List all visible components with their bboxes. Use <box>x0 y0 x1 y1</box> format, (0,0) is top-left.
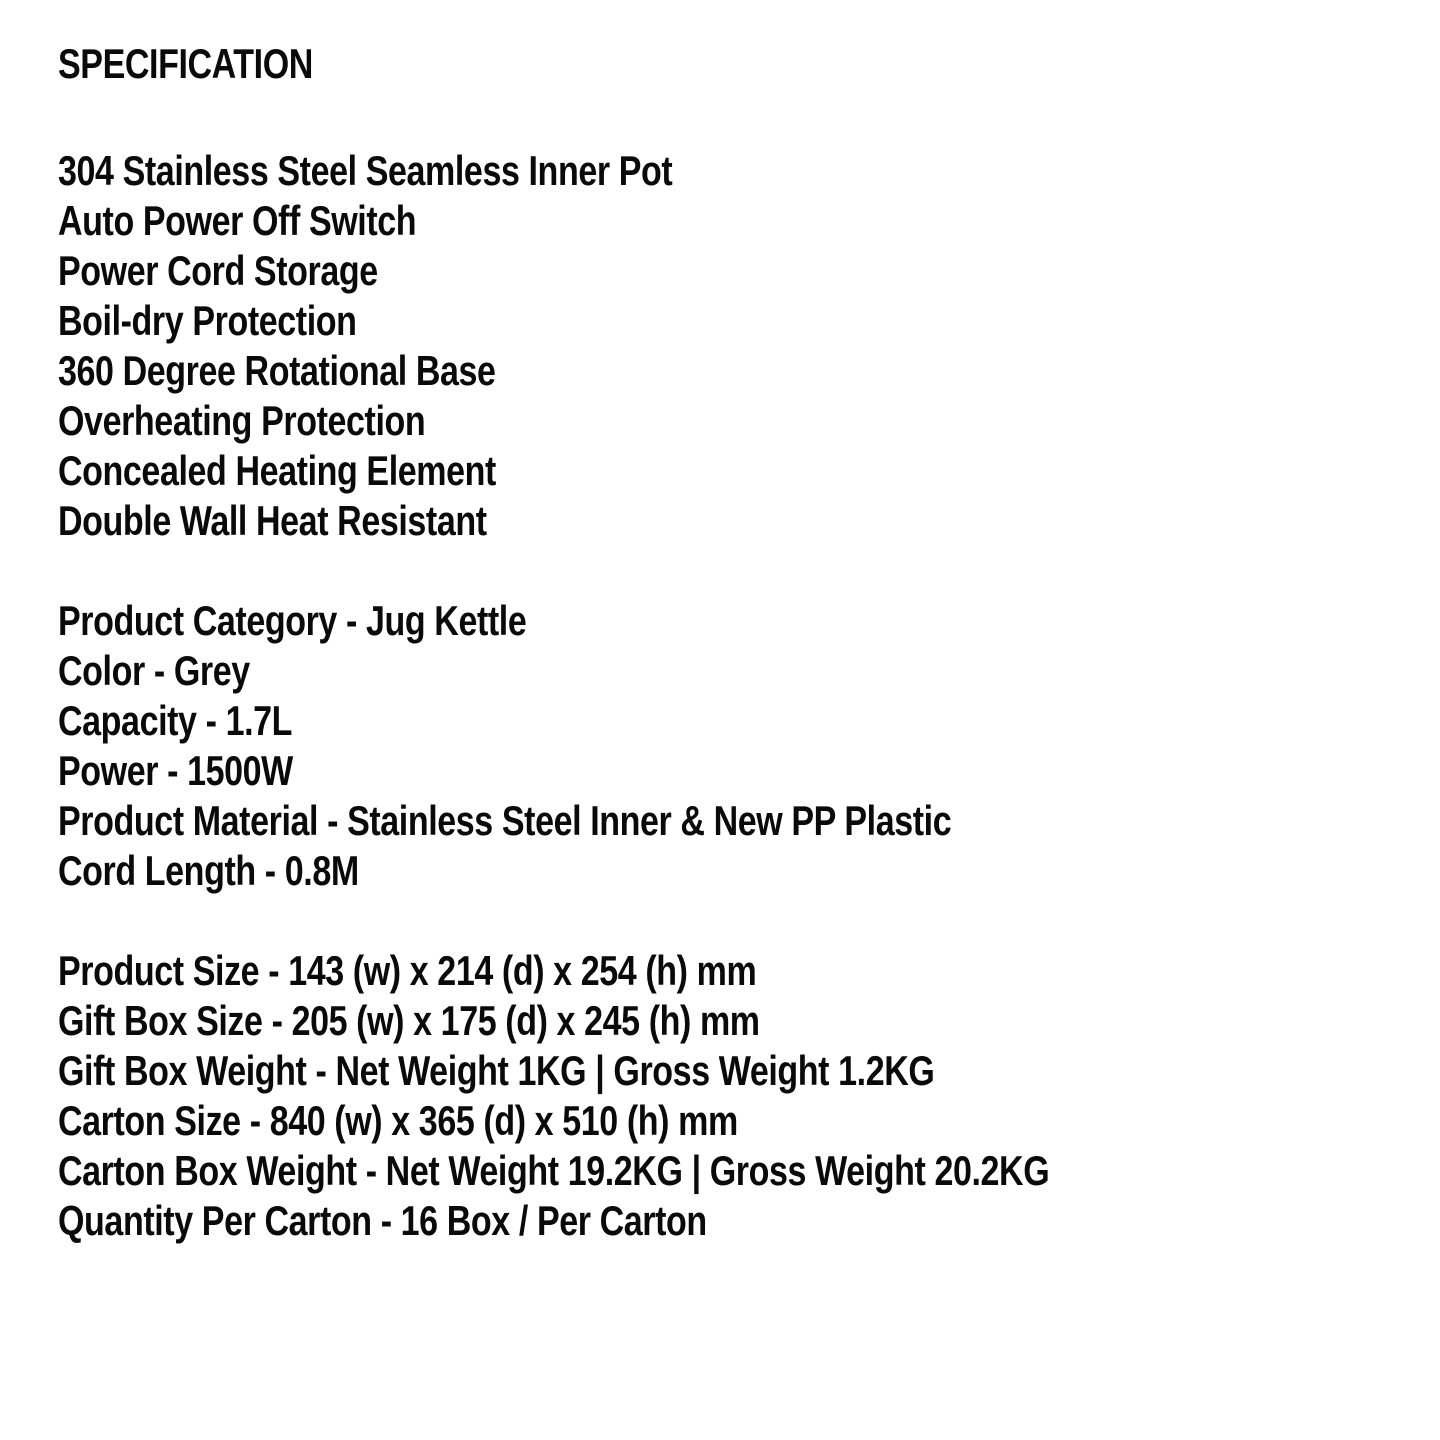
product-detail-list <box>58 596 1049 896</box>
feature-line: Auto Power Off Switch <box>58 197 417 244</box>
packaging-detail-line: Quantity Per Carton - 16 Box / Per Carton <box>58 1197 707 1244</box>
feature-line: Power Cord Storage <box>58 247 378 294</box>
feature-list <box>58 146 1049 546</box>
product-detail-line: Product Category - Jug Kettle <box>58 597 527 644</box>
feature-line: Boil-dry Protection <box>58 297 357 344</box>
packaging-detail-line: Carton Size - 840 (w) x 365 (d) x 510 (h) mm <box>58 1097 738 1144</box>
page-title: SPECIFICATION <box>58 40 313 87</box>
packaging-detail-line: Product Size - 143 (w) x 214 (d) x 254 (h) mm <box>58 947 757 994</box>
product-detail-line: Cord Length - 0.8M <box>58 847 359 894</box>
product-detail-line: Capacity - 1.7L <box>58 697 293 744</box>
feature-line: Double Wall Heat Resistant <box>58 497 487 544</box>
packaging-detail-line: Carton Box Weight - Net Weight 19.2KG | Gross Weight 20.2KG <box>58 1147 1050 1194</box>
product-detail-line: Color - Grey <box>58 647 250 694</box>
feature-line: Concealed Heating Element <box>58 447 496 494</box>
feature-line: Overheating Protection <box>58 397 426 444</box>
packaging-detail-line: Gift Box Weight - Net Weight 1KG | Gross Weight 1.2KG <box>58 1047 935 1094</box>
packaging-detail-list <box>58 946 1049 1246</box>
product-detail-line: Product Material - Stainless Steel Inner & New PP Plastic <box>58 797 952 844</box>
product-detail-line: Power - 1500W <box>58 747 293 794</box>
packaging-detail-line: Gift Box Size - 205 (w) x 175 (d) x 245 (h) mm <box>58 997 760 1044</box>
specification-content <box>58 38 1049 1296</box>
feature-line: 304 Stainless Steel Seamless Inner Pot <box>58 147 673 194</box>
feature-line: 360 Degree Rotational Base <box>58 347 496 394</box>
